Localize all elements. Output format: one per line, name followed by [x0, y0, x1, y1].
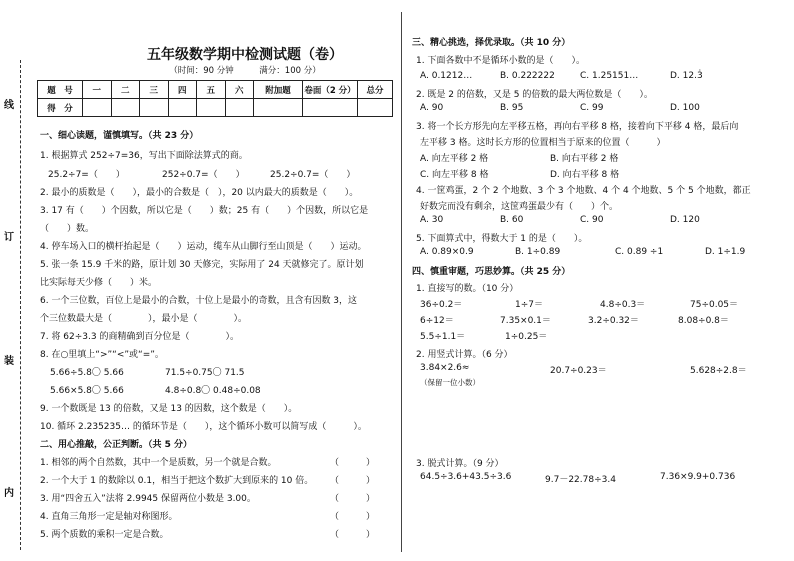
score-cell[interactable]	[358, 99, 393, 117]
choice-4-option-a[interactable]: A. 30	[420, 215, 444, 225]
question-4: 4. 停车场入口的横杆抬起是（ ）运动，缆车从山脚行至山顶是（ ）运动。	[40, 242, 367, 252]
score-cell[interactable]	[303, 99, 358, 117]
judge-2-answer[interactable]: （ ）	[330, 476, 376, 486]
question-2: 2. 最小的质数是（ ），最小的合数是（ ），20 以内最大的质数是（ ）。	[40, 188, 359, 198]
score-header-cell: 六	[225, 81, 254, 99]
calc-3-item-3: 7.36×9.9+0.736	[660, 472, 736, 482]
judge-2: 2. 一个大于 1 的数除以 0.1，相当于把这个数扩大到原来的 10 倍。	[40, 476, 314, 486]
choice-2-option-b[interactable]: B. 95	[500, 103, 524, 113]
score-table	[37, 80, 393, 117]
judge-5-answer[interactable]: （ ）	[330, 530, 376, 540]
calc-3-item-2: 9.7－22.78÷3.4	[545, 475, 616, 485]
score-header-cell: 附加题	[254, 81, 303, 99]
page-column-divider	[401, 12, 402, 552]
question-1b: 252÷0.7=（ ）	[162, 170, 245, 180]
question-8d: 4.8÷0.8〇 0.48÷0.08	[165, 386, 261, 396]
binding-dashed-line	[20, 60, 21, 550]
exam-title: 五年级数学期中检测试题（卷）	[147, 47, 343, 63]
calc-2-note: （保留一位小数）	[420, 378, 480, 387]
score-header-cell: 卷面（2 分）	[303, 81, 358, 99]
choice-1-option-d[interactable]: D. 12.3̇	[670, 71, 703, 81]
score-table-header-row	[38, 81, 393, 99]
score-cell[interactable]	[197, 99, 226, 117]
calc-1-item: 3.2÷0.32＝	[588, 316, 639, 326]
calc-1-item: 6÷12＝	[420, 316, 454, 326]
score-header-cell: 五	[197, 81, 226, 99]
choice-2-option-c[interactable]: C. 99	[580, 103, 604, 113]
judge-3-answer[interactable]: （ ）	[330, 494, 376, 504]
calc-2-item-3: 5.628÷2.8＝	[690, 366, 747, 376]
calc-1-title: 1. 直接写的数。（10 分）	[416, 284, 519, 294]
question-6-line1: 6. 一个三位数，百位上是最小的合数，十位上是最小的奇数，且含有因数 3，这	[40, 296, 358, 306]
question-5-line1: 5. 张一条 15.9 千米的路，原计划 30 天修完，实际用了 24 天就修完了。原计划	[40, 260, 364, 270]
choice-1-option-b[interactable]: B. 0.222222	[500, 71, 555, 81]
choice-5-option-b[interactable]: B. 1÷0.89	[515, 247, 561, 257]
section-4-title: 四、慎重审题，巧思妙算。（共 25 分）	[412, 267, 571, 277]
question-1a: 25.2÷7=（ ）	[48, 170, 125, 180]
score-row-label: 得 分	[38, 99, 83, 117]
score-cell[interactable]	[83, 99, 112, 117]
score-cell[interactable]	[168, 99, 197, 117]
choice-2-option-d[interactable]: D. 100	[670, 103, 700, 113]
question-10: 10. 循环 2.235235… 的循环节是（ ），这个循环小数可以简写成（ ）。	[40, 422, 367, 432]
calc-1-item: 4.8÷0.3＝	[600, 300, 646, 310]
section-1-title: 一、细心读题，谨慎填写。（共 23 分）	[40, 131, 199, 141]
calc-2-item-2: 20.7÷0.23＝	[550, 366, 607, 376]
question-3-line2: （ ）数。	[40, 224, 95, 234]
calc-3-item-1: 64.5÷3.6+43.5÷3.6	[420, 472, 512, 482]
score-header-cell: 二	[111, 81, 140, 99]
choice-5-option-d[interactable]: D. 1÷1.9	[705, 247, 746, 257]
question-7: 7. 将 62÷3.3 的商精确到百分位是（ ）。	[40, 332, 239, 342]
score-header-cell: 四	[168, 81, 197, 99]
score-header-cell: 一	[83, 81, 112, 99]
choice-4-option-c[interactable]: C. 90	[580, 215, 604, 225]
choice-4-option-d[interactable]: D. 120	[670, 215, 700, 225]
calc-1-item: 1÷7＝	[515, 300, 543, 310]
question-8: 8. 在○里填上“>”“<”或“=”。	[40, 350, 164, 360]
choice-5: 5. 下面算式中，得数大于 1 的是（ ）。	[416, 234, 588, 244]
choice-3-line1: 3. 将一个长方形先向左平移五格，再向右平移 8 格，接着向下平移 4 格，最后向	[416, 122, 739, 132]
question-8b: 71.5÷0.75〇 71.5	[165, 368, 245, 378]
choice-1-option-c[interactable]: C. 1.25151…	[580, 71, 639, 81]
choice-3-line2: 左平移 3 格。这时长方形的位置相当于原来的位置（ ）	[420, 138, 666, 148]
calc-1-item: 7.35×0.1＝	[500, 316, 551, 326]
score-header-cell: 总分	[358, 81, 393, 99]
calc-1-item: 5.5÷1.1＝	[420, 332, 466, 342]
choice-5-option-a[interactable]: A. 0.89×0.9	[420, 247, 474, 257]
calc-1-item: 8.08÷0.8＝	[678, 316, 729, 326]
choice-2: 2. 既是 2 的倍数，又是 5 的倍数的最大两位数是（ ）。	[416, 90, 653, 100]
judge-1-answer[interactable]: （ ）	[330, 458, 376, 468]
score-cell[interactable]	[111, 99, 140, 117]
choice-3-option-d[interactable]: D. 向右平移 8 格	[550, 170, 620, 180]
question-6-line2: 个三位数最大是（ ），最小是（ ）。	[40, 314, 248, 324]
judge-4-answer[interactable]: （ ）	[330, 512, 376, 522]
calc-2-item-1: 3.84×2.6≈	[420, 363, 470, 373]
calc-2-title: 2. 用竖式计算。（6 分）	[416, 350, 513, 360]
choice-3-option-a[interactable]: A. 向左平移 2 格	[420, 154, 489, 164]
score-header-cell: 题 号	[38, 81, 83, 99]
choice-4-line2: 好数完而没有剩余，这筐鸡蛋最少有（ ）个。	[420, 202, 619, 212]
score-cell[interactable]	[140, 99, 169, 117]
binding-label-xian: 线	[4, 100, 14, 111]
question-1c: 25.2÷0.7=（ ）	[270, 170, 356, 180]
question-8a: 5.66÷5.8〇 5.66	[50, 368, 124, 378]
score-header-cell: 三	[140, 81, 169, 99]
score-cell[interactable]	[254, 99, 303, 117]
choice-3-option-c[interactable]: C. 向左平移 8 格	[420, 170, 489, 180]
binding-label-ding: 订	[4, 232, 14, 243]
choice-4-line1: 4. 一筐鸡蛋，2 个 2 个地数、3 个 3 个地数、4 个 4 个地数、5 个 5 个地数，都正	[416, 186, 751, 196]
question-1: 1. 根据算式 252÷7=36，写出下面除法算式的商。	[40, 151, 248, 161]
judge-5: 5. 两个质数的乘积一定是合数。	[40, 530, 169, 540]
judge-3: 3. 用“四舍五入”法将 2.9945 保留两位小数是 3.00。	[40, 494, 256, 504]
calc-3-title: 3. 脱式计算。（9 分）	[416, 459, 504, 469]
question-3-line1: 3. 17 有（ ）个因数，所以它是（ ）数；25 有（ ）个因数，所以它是	[40, 206, 369, 216]
calc-3-work-area[interactable]	[410, 488, 790, 550]
judge-1: 1. 相邻的两个自然数，其中一个是质数，另一个就是合数。	[40, 458, 277, 468]
binding-label-zhuang: 装	[4, 356, 14, 367]
calc-1-item: 75÷0.05＝	[690, 300, 739, 310]
calc-2-work-area[interactable]	[410, 392, 790, 452]
question-9: 9. 一个数既是 13 的倍数，又是 13 的因数，这个数是（ ）。	[40, 404, 298, 414]
binding-label-nei: 内	[4, 488, 14, 499]
choice-5-option-c[interactable]: C. 0.89 ÷1	[615, 247, 664, 257]
score-table-score-row	[38, 99, 393, 117]
choice-2-option-a[interactable]: A. 90	[420, 103, 444, 113]
choice-4-option-b[interactable]: B. 60	[500, 215, 524, 225]
section-2-title: 二、用心推敲，公正判断。（共 5 分）	[40, 440, 193, 450]
section-3-title: 三、精心挑选，择优录取。（共 10 分）	[412, 38, 571, 48]
choice-3-option-b[interactable]: B. 向右平移 2 格	[550, 154, 619, 164]
choice-1: 1. 下面各数中不是循环小数的是（ ）。	[416, 56, 585, 66]
question-8c: 5.66×5.8〇 5.66	[50, 386, 124, 396]
choice-1-option-a[interactable]: A. 0.1212…	[420, 71, 473, 81]
judge-4: 4. 直角三角形一定是轴对称图形。	[40, 512, 178, 522]
binding-margin	[0, 0, 30, 561]
question-5-line2: 比实际每天少修（ ）米。	[40, 278, 158, 288]
calc-1-item: 1÷0.25＝	[505, 332, 548, 342]
exam-subtitle: （时间：90 分钟 满分：100 分）	[169, 66, 321, 76]
calc-1-item: 36÷0.2＝	[420, 300, 463, 310]
score-cell[interactable]	[225, 99, 254, 117]
